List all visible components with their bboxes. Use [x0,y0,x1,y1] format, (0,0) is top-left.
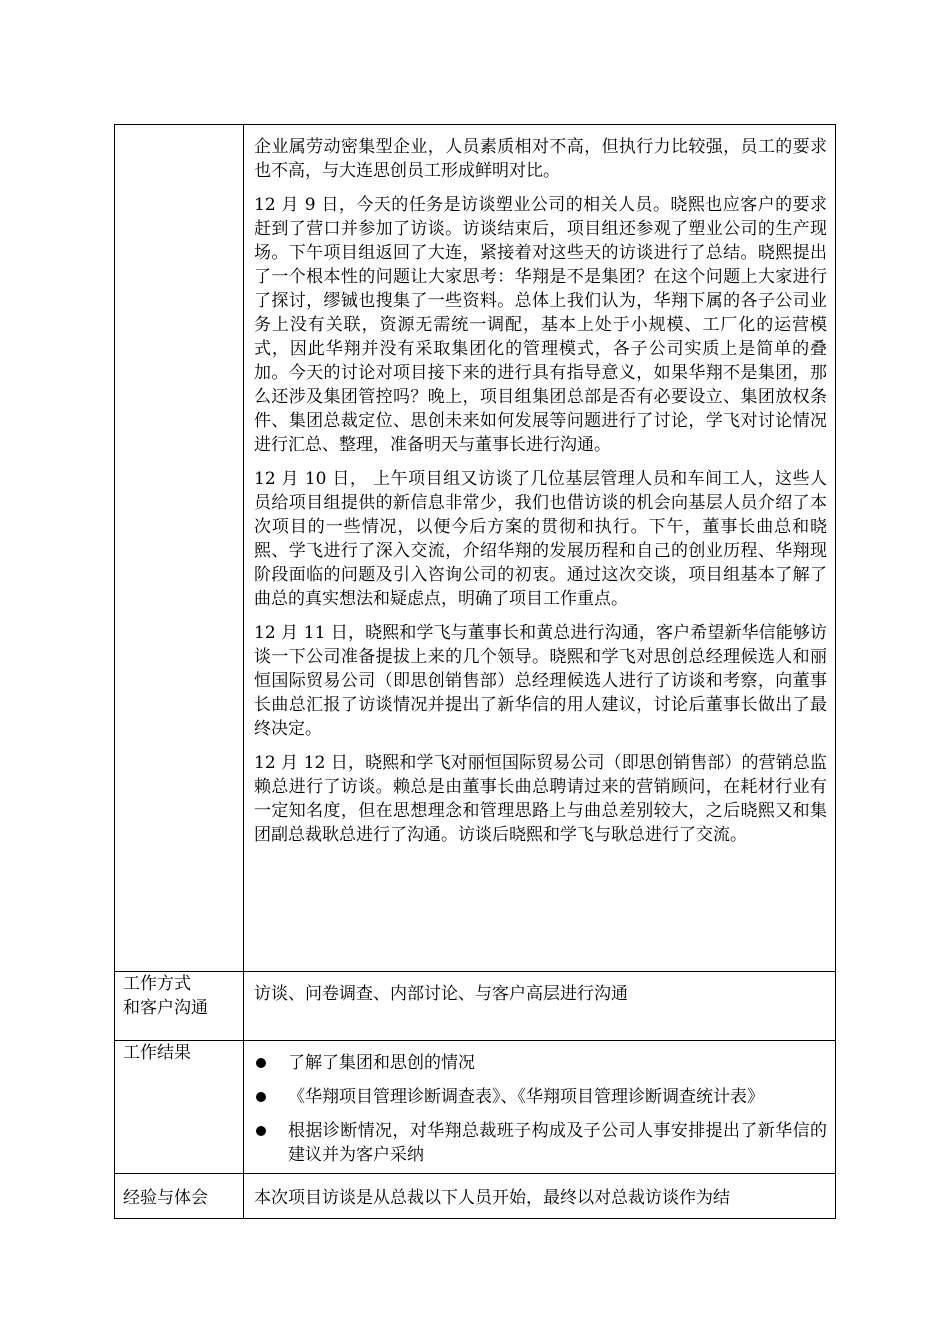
list-item [254,1051,827,1075]
bullet-icon [256,1092,266,1102]
daily-log-label-cell [115,125,244,972]
work-method-content-cell [244,972,836,1041]
work-method-label-cell [115,972,244,1041]
experience-row [115,1174,836,1219]
log-paragraph-dec-12: 12 月 12 日，晓熙和学飞对丽恒国际贸易公司（即思创销售部）的营销总监赖总进行了访谈。赖总是由董事长曲总聘请过来的营销顾问，在耗材行业有一定知名度，但在思想理念和管理思路上与曲总差别较大，之后晓熙又和集团副总裁耿总进行了沟通。访谈后晓熙和学飞与耿总进行了交流。 [254,753,827,845]
work-method-label-line-1: 工作方式 [123,974,191,994]
daily-log-content-cell [244,125,836,972]
log-paragraph-dec-10: 12 月 10 日， 上午项目组又访谈了几位基层管理人员和车间工人，这些人员给项目组提供的新信息非常少，我们也借访谈的机会向基层人员介绍了本次项目的一些情况，以便今后方案的贯彻和执行。下午，董事长曲总和晓熙、学飞进行了深入交流，介绍华翔的发展历程和自己的创业历程、华翔现阶段面临的问题及引入咨询公司的初衷。通过这次交谈，项目组基本了解了曲总的真实想法和疑虑点，明确了项目工作重点。 [254,469,827,609]
experience-label: 经验与体会 [123,1188,208,1208]
bullet-icon [256,1126,266,1136]
log-paragraph-intro: 企业属劳动密集型企业，人员素质相对不高，但执行力比较强，员工的要求也不高，与大连思创员工形成鲜明对比。 [254,137,827,181]
bullet-icon [256,1058,266,1068]
experience-content-cell [244,1174,836,1219]
work-results-label-cell [115,1041,244,1174]
log-paragraph-dec-11: 12 月 11 日，晓熙和学飞与董事长和黄总进行沟通，客户希望新华信能够访谈一下公司准备提拔上来的几个领导。晓熙和学飞对思创总经理候选人和丽恒国际贸易公司（即思创销售部）总经理候选人进行了访谈和考察，向董事长曲总汇报了访谈情况并提出了新华信的用人建议，讨论后董事长做出了最终决定。 [254,623,827,739]
work-method-label-line-2: 和客户沟通 [123,998,208,1018]
result-text: 《华翔项目管理诊断调查表》、《华翔项目管理诊断调查统计表》 [288,1087,764,1107]
work-results-list [254,1051,827,1167]
work-method-row [115,972,836,1041]
result-text: 了解了集团和思创的情况 [288,1053,475,1073]
work-method-text: 访谈、问卷调查、内部讨论、与客户高层进行沟通 [254,984,628,1004]
list-item [254,1085,827,1109]
log-paragraph-dec-9: 12 月 9 日，今天的任务是访谈塑业公司的相关人员。晓熙也应客户的要求赶到了营口并参加了访谈。访谈结束后，项目组还参观了塑业公司的生产现场。下午项目组返回了大连，紧接着对这些天的访谈进行了总结。晓熙提出了一个根本性的问题让大家思考：华翔是不是集团？在这个问题上大家进行了探讨，缪铖也搜集了一些资料。总体上我们认为，华翔下属的各子公司业务上没有关联，资源无需统一调配，基本上处于小规模、工厂化的运营模式，因此华翔并没有采取集团化的管理模式，各子公司实质上是简单的叠加。今天的讨论对项目接下来的进行具有指导意义，如果华翔不是集团，那么还涉及集团管控吗？晚上，项目组集团总部是否有必要设立、集团放权条件、集团总裁定位、思创未来如何发展等问题进行了讨论，学飞对讨论情况进行汇总、整理，准备明天与董事长进行沟通。 [254,195,827,455]
experience-text: 本次项目访谈是从总裁以下人员开始，最终以对总裁访谈作为结 [254,1188,730,1208]
result-text: 根据诊断情况，对华翔总裁班子构成及子公司人事安排提出了新华信的建议并为客户采纳 [288,1121,827,1165]
work-results-row [115,1041,836,1174]
work-results-content-cell [244,1041,836,1174]
experience-label-cell [115,1174,244,1219]
work-report-table [114,124,836,1219]
daily-log-row [115,125,836,972]
work-results-label: 工作结果 [123,1043,191,1063]
list-item [254,1119,827,1167]
